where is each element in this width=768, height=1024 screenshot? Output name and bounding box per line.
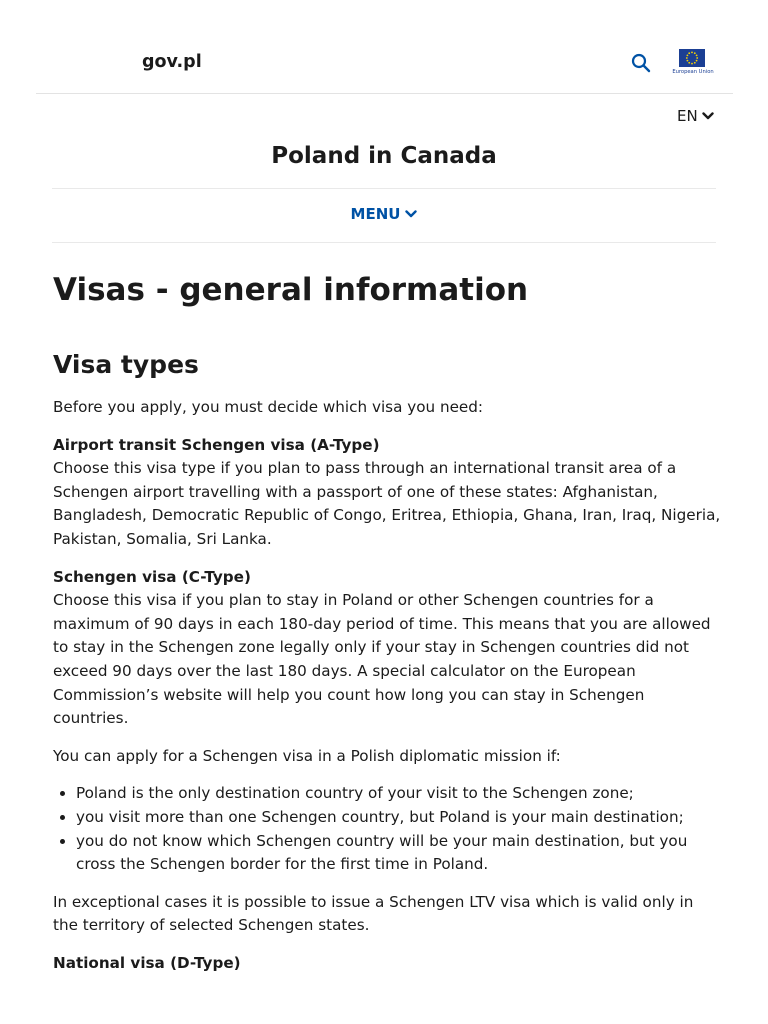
apply-intro: You can apply for a Schengen visa in a Polish diplomatic mission if:	[53, 746, 561, 765]
c-type-text: Choose this visa if you plan to stay in Poland or other Schengen countries for a maximum of 90 days in each 180-day period of time. This means that you are allowed to stay in the Schengen zone legally only if your stay in Schengen countries did not exceed 90 days over the last 180 days. A special calculator on the European Commission’s website will help you count how long you can stay in Schengen countries.	[53, 591, 711, 728]
list-item: • you do not know which Schengen country will be your main destination, but you cross the Schengen border for the first time in Poland.	[76, 830, 721, 877]
menu-bar	[52, 188, 716, 243]
chevron-down-icon	[702, 111, 714, 121]
site-title[interactable]: Poland in Canada	[271, 143, 497, 169]
menu-label: MENU	[350, 205, 401, 223]
d-type-heading-text: National visa (D-Type)	[53, 953, 241, 972]
c-type-section	[53, 566, 721, 731]
menu-button[interactable]	[52, 205, 716, 223]
section-title: Visa types	[53, 350, 199, 379]
d-type-heading	[53, 952, 721, 976]
top-bar	[36, 0, 733, 94]
language-code: EN	[677, 107, 698, 125]
intro-text: Before you apply, you must decide which visa you need:	[53, 398, 484, 416]
page-title: Visas - general information	[53, 272, 529, 308]
search-icon[interactable]	[630, 52, 652, 74]
language-selector[interactable]	[677, 107, 714, 125]
a-type-text: Choose this visa type if you plan to pass through an international transit area of a Schengen airport travelling with a passport of one of these states: Afghanistan, Bangladesh, Democratic Republic of Congo, Eritrea, Ethiopia, Ghana, Iran, Iraq, Nigeria, Pakistan, Somalia, Sri Lanka.	[53, 459, 721, 548]
conditions-list	[53, 782, 721, 876]
gov-pl-logo[interactable]: gov.pl	[142, 52, 202, 72]
list-item: • Poland is the only destination country of your visit to the Schengen zone;	[76, 782, 721, 806]
eu-flag-icon	[670, 49, 716, 79]
eu-flag	[679, 49, 705, 67]
c-type-heading: Schengen visa (C-Type)	[53, 567, 251, 586]
a-type-heading: Airport transit Schengen visa (A-Type)	[53, 435, 380, 454]
list-item: • you visit more than one Schengen country, but Poland is your main destination;	[76, 806, 721, 830]
ltv-note: In exceptional cases it is possible to issue a Schengen LTV visa which is valid only in the territory of selected Schengen states.	[53, 892, 694, 935]
article-content	[53, 268, 721, 975]
eu-label: European Union	[672, 69, 714, 75]
a-type-section	[53, 434, 721, 552]
chevron-down-icon	[405, 209, 417, 219]
